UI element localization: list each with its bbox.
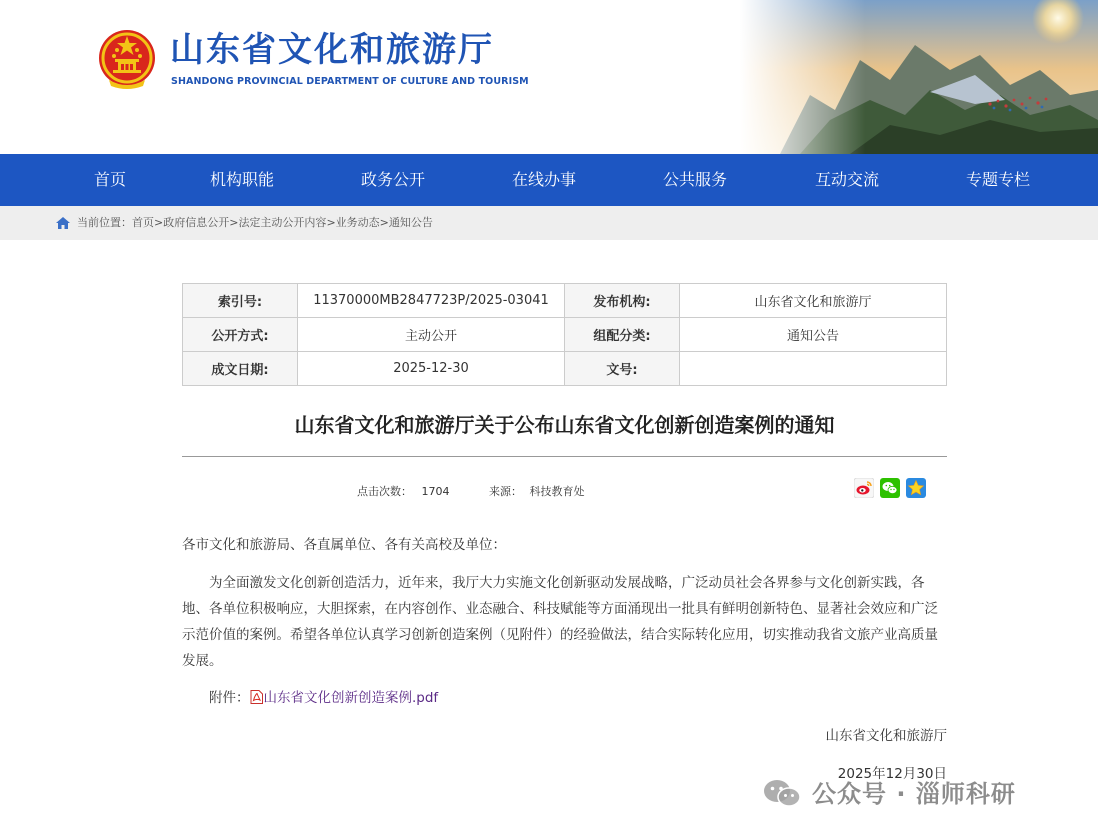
source — [489, 485, 585, 499]
nav-item-home[interactable]: 首页 — [94, 170, 127, 189]
index-label: 索引号: — [183, 284, 298, 318]
meta-row — [183, 352, 947, 386]
attachment — [209, 686, 438, 710]
breadcrumb-item-gov-info[interactable]: 政府信息公开 — [163, 216, 230, 229]
publish-date: 2025年12月30日 — [837, 766, 947, 782]
index-value: 11370000MB2847723P/2025-03041 — [298, 284, 565, 318]
attachment-label: 附件： — [209, 690, 250, 706]
nav-item-interaction[interactable]: 互动交流 — [815, 170, 880, 189]
breadcrumb-bar — [0, 206, 1098, 240]
breadcrumb-item-business[interactable]: 业务动态 — [335, 216, 380, 229]
publisher-value: 山东省文化和旅游厅 — [680, 284, 947, 318]
document-meta-table — [182, 283, 947, 386]
source-label: 来源： — [489, 485, 522, 498]
main-nav — [0, 154, 1098, 206]
date-label: 成文日期: — [183, 352, 298, 386]
source-value: 科技教育处 — [529, 485, 585, 498]
wechat-watermark-icon — [762, 778, 804, 810]
article-title: 山东省文化和旅游厅关于公布山东省文化创新创造案例的通知 — [294, 413, 835, 437]
click-count-label: 点击次数： — [357, 485, 412, 498]
breadcrumb-separator: > — [326, 216, 336, 229]
click-count — [357, 485, 450, 499]
date-value: 2025-12-30 — [298, 352, 565, 386]
nav-item-public-services[interactable]: 公共服务 — [663, 170, 728, 189]
watermark-text: 公众号 · 淄师科研 — [812, 780, 1016, 808]
home-icon — [56, 217, 70, 229]
nav-item-functions[interactable]: 机构职能 — [210, 170, 275, 189]
favorite-icon[interactable] — [906, 478, 926, 498]
doc-number-value — [680, 352, 947, 386]
salutation: 各市文化和旅游局、各直属单位、各有关高校及单位： — [182, 537, 506, 553]
national-emblem-icon — [97, 28, 157, 92]
breadcrumb-separator: > — [229, 216, 239, 229]
category-label: 组配分类: — [565, 318, 680, 352]
meta-row — [183, 284, 947, 318]
open-method-value: 主动公开 — [298, 318, 565, 352]
breadcrumb-separator: > — [379, 216, 389, 229]
site-title: 山东省文化和旅游厅 — [170, 30, 494, 70]
breadcrumb-item-home[interactable]: 首页 — [132, 216, 154, 229]
meta-row — [183, 318, 947, 352]
doc-number-label: 文号: — [565, 352, 680, 386]
nav-item-topics[interactable]: 专题专栏 — [966, 170, 1031, 189]
breadcrumb-item-statutory[interactable]: 法定主动公开内容 — [238, 216, 327, 229]
breadcrumb-separator: > — [154, 216, 164, 229]
breadcrumb-item-notices[interactable]: 通知公告 — [388, 216, 433, 229]
breadcrumb — [77, 216, 433, 230]
pdf-icon — [250, 690, 263, 704]
body-paragraph: 为全面激发文化创新创造活力，近年来，我厅大力实施文化创新驱动发展战略，广泛动员社会各界参与文化创新实践，各地、各单位积极响应，大胆探索，在内容创作、业态融合、科技赋能等方面涌现出一批具有鲜明创新特色、显著社会效应和广泛示范价值的案例。希望各单位认真学习创新创造案例（见附件）的经验做法，结合实际转化应用，切实推动我省文旅产业高质量发展。 — [182, 575, 938, 669]
wechat-icon[interactable] — [880, 478, 900, 498]
publisher-label: 发布机构: — [565, 284, 680, 318]
weibo-icon[interactable] — [854, 478, 874, 498]
title-divider — [182, 456, 947, 457]
nav-item-gov-affairs[interactable]: 政务公开 — [361, 170, 426, 189]
nav-item-online-services[interactable]: 在线办事 — [512, 170, 577, 189]
breadcrumb-prefix: 当前位置： — [77, 216, 132, 229]
mountain-sunrise-banner — [740, 0, 1098, 154]
signer: 山东省文化和旅游厅 — [825, 728, 947, 744]
site-subtitle: SHANDONG PROVINCIAL DEPARTMENT OF CULTURE AND TOURISM — [171, 76, 529, 87]
category-value: 通知公告 — [680, 318, 947, 352]
site-header — [0, 0, 1098, 154]
attachment-link[interactable]: 山东省文化创新创造案例.pdf — [263, 690, 439, 706]
open-method-label: 公开方式: — [183, 318, 298, 352]
click-count-value: 1704 — [421, 485, 450, 498]
